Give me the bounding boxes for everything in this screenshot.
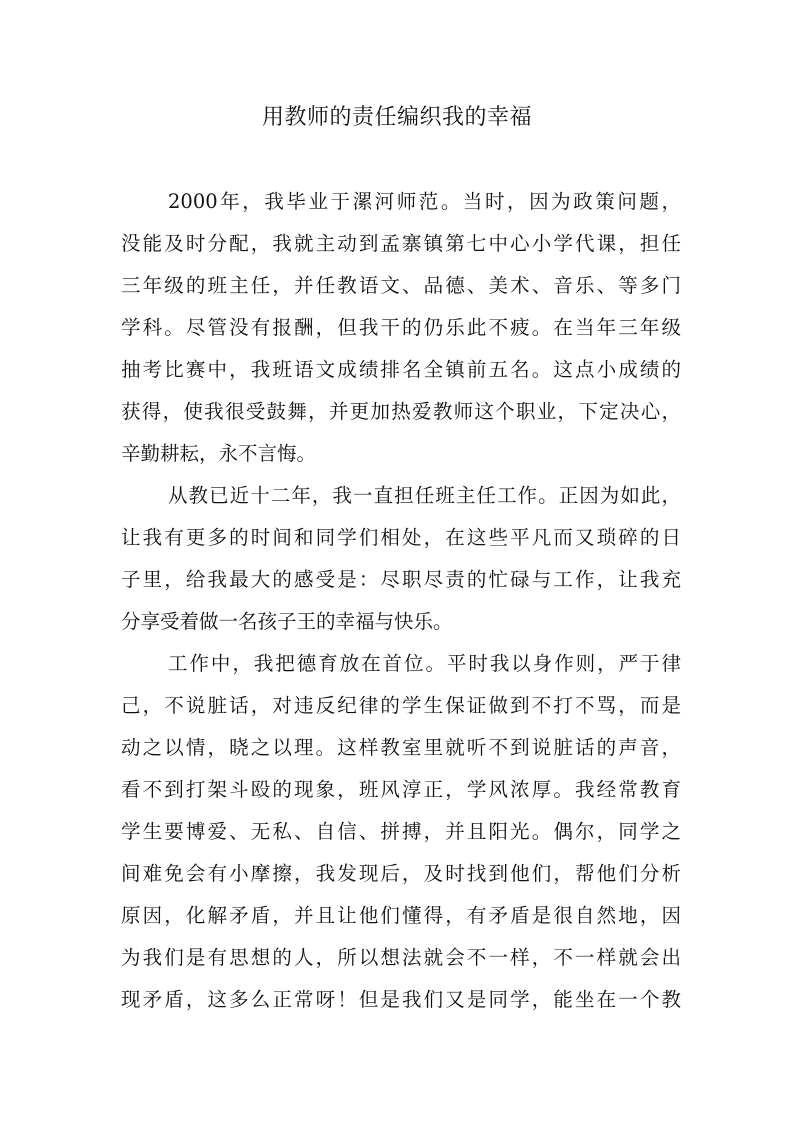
document-title: 用教师的责任编织我的幸福 [261,105,532,130]
paragraph-3-line-6: 间难免会有小摩擦，我发现后，及时找到他们，帮他们分析 [121,862,681,885]
paragraph-3-line-1: 工作中，我把德育放在首位。平时我以身作则，严于律 [168,652,681,675]
paragraph-1-line-5: 抽考比赛中，我班语文成绩排名全镇前五名。这点小成绩的 [121,358,681,381]
paragraph-1-line-6: 获得，使我很受鼓舞，并更加热爱教师这个职业，下定决心， [121,400,681,423]
paragraph-1-line-3: 三年级的班主任，并任教语文、品德、美术、音乐、等多门 [121,274,681,297]
paragraph-3-line-5: 学生要博爱、无私、自信、拼搏，并且阳光。偶尔，同学之 [121,820,681,843]
paragraph-1-line-2: 没能及时分配，我就主动到孟寨镇第七中心小学代课，担任 [121,232,681,255]
paragraph-3-line-4: 看不到打架斗殴的现象，班风淳正，学风浓厚。我经常教育 [121,778,681,801]
paragraph-2-line-4: 分享受着做一名孩子王的幸福与快乐。 [121,610,453,633]
paragraph-2-line-3: 子里，给我最大的感受是：尽职尽责的忙碌与工作，让我充 [121,568,681,591]
paragraph-1-line-4: 学科。尽管没有报酬，但我干的仍乐此不疲。在当年三年级 [121,316,681,339]
paragraph-1-line-7: 辛勤耕耘，永不言悔。 [121,442,317,465]
paragraph-1-line-1: 2000年，我毕业于漯河师范。当时，因为政策问题， [168,190,681,213]
paragraph-2-line-1: 从教已近十二年，我一直担任班主任工作。正因为如此， [168,484,681,507]
paragraph-3-line-8: 为我们是有思想的人，所以想法就会不一样，不一样就会出 [121,946,681,969]
paragraph-3-line-7: 原因，化解矛盾，并且让他们懂得，有矛盾是很自然地，因 [121,904,681,927]
paragraph-2-line-2: 让我有更多的时间和同学们相处，在这些平凡而又琐碎的日 [121,526,681,549]
paragraph-3-line-2: 己，不说脏话，对违反纪律的学生保证做到不打不骂，而是 [121,694,681,717]
paragraph-3-line-3: 动之以情，晓之以理。这样教室里就听不到说脏话的声音， [121,736,681,759]
paragraph-3-line-9: 现矛盾，这多么正常呀！但是我们又是同学，能坐在一个教 [121,988,681,1011]
